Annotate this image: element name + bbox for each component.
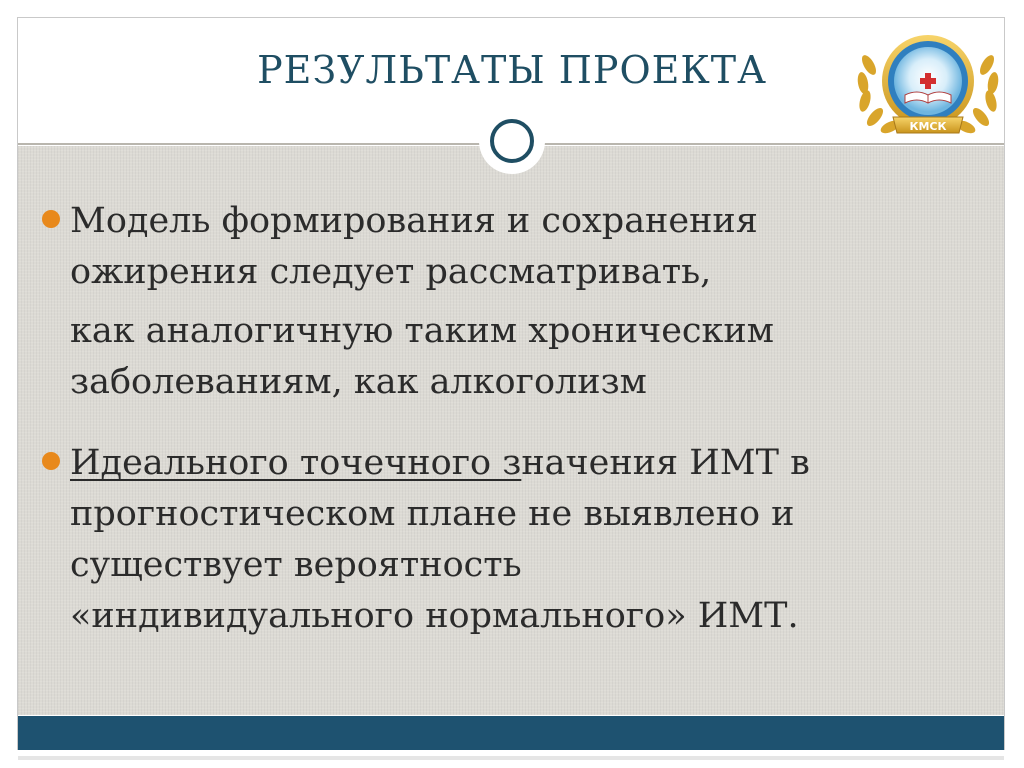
bottom-line <box>18 756 1004 760</box>
circle-ring-icon <box>490 119 534 163</box>
bullet-1-cont-line-2: заболеваниям, как алкоголизм <box>70 362 647 402</box>
bullet-item-1 <box>40 196 940 298</box>
college-emblem-icon <box>853 25 1003 143</box>
bullet-1-line-1: Модель формирования и сохранения <box>70 201 758 241</box>
bullet-2-line-4: «индивидуального нормального» ИМТ. <box>70 596 799 636</box>
bullet-2-underlined-text: Идеального точечного з <box>70 443 522 483</box>
bullet-2-line-2: прогностическом плане не выявлено и <box>70 494 795 534</box>
footer-bar <box>18 716 1004 750</box>
bullet-item-2 <box>40 438 940 642</box>
bullet-1-cont-line-1: как аналогичную таким хроническим <box>70 311 774 351</box>
bullet-2-line-1 <box>70 438 940 489</box>
bullet-dot-icon <box>42 210 60 228</box>
bullet-1-continuation <box>40 306 940 408</box>
bullet-dot-icon <box>42 452 60 470</box>
logo-banner-text: КМСК <box>909 120 947 133</box>
bullet-list <box>40 196 940 642</box>
bullet-2-line-1-rest: начения ИМТ в <box>521 443 810 483</box>
bullet-1-line-2: ожирения следует рассматривать, <box>70 252 712 292</box>
bullet-2-line-3: существует вероятность <box>70 545 522 585</box>
slide-title: РЕЗУЛЬТАТЫ ПРОЕКТА <box>257 48 767 92</box>
